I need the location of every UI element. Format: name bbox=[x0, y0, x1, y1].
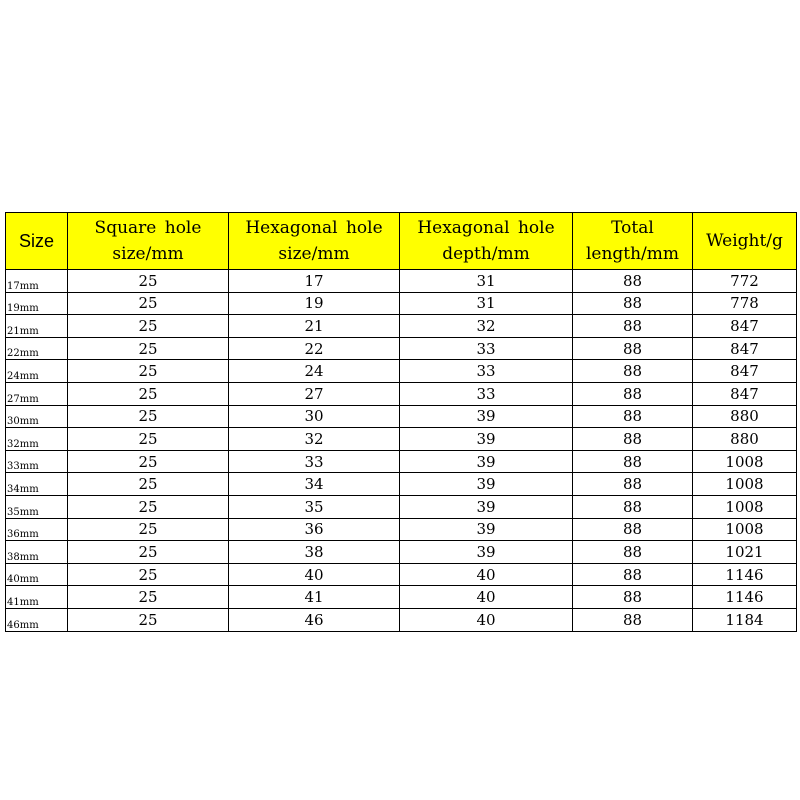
table-row bbox=[6, 608, 797, 631]
weight-cell: 880 bbox=[693, 405, 797, 428]
total-length-cell: 88 bbox=[573, 360, 693, 383]
hexagonal-hole-depth-cell: 39 bbox=[400, 495, 573, 518]
hexagonal-hole-size-header bbox=[229, 213, 400, 270]
size-cell: 40mm bbox=[6, 563, 68, 586]
hexagonal-hole-size-cell: 36 bbox=[229, 518, 400, 541]
header-line-2: length/mm bbox=[585, 244, 680, 264]
weight-cell: 847 bbox=[693, 382, 797, 405]
header-line-2: size/mm bbox=[112, 244, 184, 264]
hexagonal-hole-depth-cell: 39 bbox=[400, 450, 573, 473]
hexagonal-hole-depth-cell: 40 bbox=[400, 586, 573, 609]
hexagonal-hole-size-cell: 24 bbox=[229, 360, 400, 383]
weight-cell: 847 bbox=[693, 315, 797, 338]
weight-cell: 880 bbox=[693, 428, 797, 451]
hexagonal-hole-depth-cell: 31 bbox=[400, 292, 573, 315]
weight-cell: 1021 bbox=[693, 541, 797, 564]
header-line-2: depth/mm bbox=[442, 244, 530, 264]
hexagonal-hole-size-cell: 21 bbox=[229, 315, 400, 338]
size-cell: 34mm bbox=[6, 473, 68, 496]
weight-header bbox=[693, 213, 797, 270]
hexagonal-hole-depth-cell: 39 bbox=[400, 473, 573, 496]
square-hole-size-cell: 25 bbox=[68, 608, 229, 631]
hexagonal-hole-size-cell: 22 bbox=[229, 337, 400, 360]
total-length-cell: 88 bbox=[573, 292, 693, 315]
hexagonal-hole-size-cell: 30 bbox=[229, 405, 400, 428]
hexagonal-hole-size-cell: 40 bbox=[229, 563, 400, 586]
table-header bbox=[6, 213, 797, 270]
square-hole-size-cell: 25 bbox=[68, 563, 229, 586]
hexagonal-hole-size-cell: 34 bbox=[229, 473, 400, 496]
square-hole-size-cell: 25 bbox=[68, 518, 229, 541]
spec-table bbox=[5, 212, 797, 632]
hexagonal-hole-size-cell: 38 bbox=[229, 541, 400, 564]
hexagonal-hole-size-cell: 17 bbox=[229, 270, 400, 293]
square-hole-size-cell: 25 bbox=[68, 405, 229, 428]
table-row bbox=[6, 405, 797, 428]
total-length-cell: 88 bbox=[573, 428, 693, 451]
square-hole-size-cell: 25 bbox=[68, 541, 229, 564]
hexagonal-hole-size-cell: 33 bbox=[229, 450, 400, 473]
size-cell: 41mm bbox=[6, 586, 68, 609]
table-row bbox=[6, 563, 797, 586]
table-row bbox=[6, 586, 797, 609]
hexagonal-hole-depth-cell: 40 bbox=[400, 563, 573, 586]
total-length-cell: 88 bbox=[573, 450, 693, 473]
total-length-cell: 88 bbox=[573, 495, 693, 518]
table-row bbox=[6, 473, 797, 496]
total-length-header bbox=[573, 213, 693, 270]
size-cell: 27mm bbox=[6, 382, 68, 405]
hexagonal-hole-size-cell: 32 bbox=[229, 428, 400, 451]
hexagonal-hole-depth-cell: 40 bbox=[400, 608, 573, 631]
weight-cell: 847 bbox=[693, 360, 797, 383]
total-length-cell: 88 bbox=[573, 473, 693, 496]
square-hole-size-cell: 25 bbox=[68, 495, 229, 518]
weight-cell: 1008 bbox=[693, 495, 797, 518]
size-cell: 32mm bbox=[6, 428, 68, 451]
hexagonal-hole-size-cell: 27 bbox=[229, 382, 400, 405]
hexagonal-hole-depth-cell: 31 bbox=[400, 270, 573, 293]
square-hole-size-cell: 25 bbox=[68, 382, 229, 405]
table-row bbox=[6, 270, 797, 293]
header-line-1: Total bbox=[611, 218, 654, 238]
size-cell: 17mm bbox=[6, 270, 68, 293]
square-hole-size-cell: 25 bbox=[68, 315, 229, 338]
square-hole-size-cell: 25 bbox=[68, 428, 229, 451]
weight-cell: 847 bbox=[693, 337, 797, 360]
table-body bbox=[6, 270, 797, 632]
hexagonal-hole-depth-cell: 39 bbox=[400, 405, 573, 428]
total-length-cell: 88 bbox=[573, 608, 693, 631]
total-length-cell: 88 bbox=[573, 586, 693, 609]
header-line-1: Weight/g bbox=[706, 231, 783, 251]
weight-cell: 1184 bbox=[693, 608, 797, 631]
square-hole-size-header bbox=[68, 213, 229, 270]
size-cell: 19mm bbox=[6, 292, 68, 315]
hexagonal-hole-depth-cell: 33 bbox=[400, 360, 573, 383]
hexagonal-hole-size-cell: 35 bbox=[229, 495, 400, 518]
square-hole-size-cell: 25 bbox=[68, 450, 229, 473]
total-length-cell: 88 bbox=[573, 270, 693, 293]
square-hole-size-cell: 25 bbox=[68, 270, 229, 293]
size-cell: 36mm bbox=[6, 518, 68, 541]
weight-cell: 772 bbox=[693, 270, 797, 293]
header-line-1: Hexagonal hole bbox=[417, 218, 555, 238]
hexagonal-hole-depth-header bbox=[400, 213, 573, 270]
hexagonal-hole-depth-cell: 32 bbox=[400, 315, 573, 338]
header-line-1: Square hole bbox=[94, 218, 202, 238]
size-cell: 22mm bbox=[6, 337, 68, 360]
size-cell: 30mm bbox=[6, 405, 68, 428]
table-row bbox=[6, 450, 797, 473]
size-cell: 38mm bbox=[6, 541, 68, 564]
square-hole-size-cell: 25 bbox=[68, 292, 229, 315]
table-row bbox=[6, 315, 797, 338]
hexagonal-hole-size-cell: 19 bbox=[229, 292, 400, 315]
size-header bbox=[6, 213, 68, 270]
square-hole-size-cell: 25 bbox=[68, 473, 229, 496]
hexagonal-hole-depth-cell: 39 bbox=[400, 541, 573, 564]
hexagonal-hole-depth-cell: 33 bbox=[400, 337, 573, 360]
table-row bbox=[6, 495, 797, 518]
hexagonal-hole-depth-cell: 39 bbox=[400, 428, 573, 451]
weight-cell: 1146 bbox=[693, 586, 797, 609]
table-row bbox=[6, 428, 797, 451]
table-row bbox=[6, 382, 797, 405]
table-row bbox=[6, 518, 797, 541]
size-cell: 46mm bbox=[6, 608, 68, 631]
weight-cell: 778 bbox=[693, 292, 797, 315]
table-row bbox=[6, 337, 797, 360]
weight-cell: 1146 bbox=[693, 563, 797, 586]
table-row bbox=[6, 360, 797, 383]
square-hole-size-cell: 25 bbox=[68, 586, 229, 609]
table-row bbox=[6, 541, 797, 564]
header-row bbox=[6, 213, 797, 270]
header-line-2: size/mm bbox=[278, 244, 350, 264]
size-cell: 21mm bbox=[6, 315, 68, 338]
header-line-1: Size bbox=[18, 231, 54, 251]
total-length-cell: 88 bbox=[573, 541, 693, 564]
weight-cell: 1008 bbox=[693, 473, 797, 496]
total-length-cell: 88 bbox=[573, 518, 693, 541]
weight-cell: 1008 bbox=[693, 450, 797, 473]
total-length-cell: 88 bbox=[573, 382, 693, 405]
table-row bbox=[6, 292, 797, 315]
hexagonal-hole-size-cell: 41 bbox=[229, 586, 400, 609]
hexagonal-hole-size-cell: 46 bbox=[229, 608, 400, 631]
square-hole-size-cell: 25 bbox=[68, 360, 229, 383]
square-hole-size-cell: 25 bbox=[68, 337, 229, 360]
hexagonal-hole-depth-cell: 33 bbox=[400, 382, 573, 405]
hexagonal-hole-depth-cell: 39 bbox=[400, 518, 573, 541]
header-line-1: Hexagonal hole bbox=[245, 218, 383, 238]
total-length-cell: 88 bbox=[573, 337, 693, 360]
size-cell: 35mm bbox=[6, 495, 68, 518]
total-length-cell: 88 bbox=[573, 315, 693, 338]
size-cell: 33mm bbox=[6, 450, 68, 473]
weight-cell: 1008 bbox=[693, 518, 797, 541]
size-cell: 24mm bbox=[6, 360, 68, 383]
total-length-cell: 88 bbox=[573, 563, 693, 586]
total-length-cell: 88 bbox=[573, 405, 693, 428]
